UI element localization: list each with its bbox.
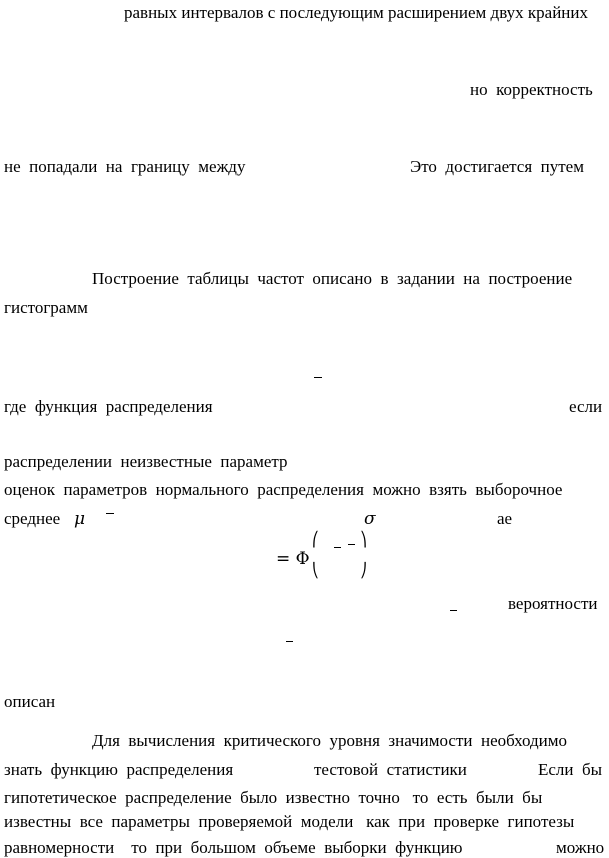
text-line-13-right: Если бы	[538, 760, 603, 779]
text-line-14: гипотетическое распределение было известно точно то есть были бы	[4, 788, 543, 807]
text-line-16-right: можно	[556, 838, 605, 857]
overbar-mark-2	[450, 610, 457, 611]
phi-formula: = Φ	[276, 549, 310, 569]
text-line-1: равных интервалов с последующим расширением двух крайних	[124, 3, 588, 22]
text-line-15: известны все параметры проверяемой модели как при проверке гипотезы	[4, 812, 575, 831]
formula-paren-top-left: ⎛	[312, 532, 319, 548]
text-line-3-left: не попадали на границу между	[4, 157, 246, 176]
text-line-12: Для вычисления критического уровня значимости необходимо	[92, 731, 568, 750]
mu-symbol: μ	[74, 509, 86, 529]
formula-paren-bottom-right: ⎠	[360, 563, 367, 579]
overbar-mu	[106, 513, 114, 514]
text-line-6-left: где функция распределения	[4, 397, 213, 416]
text-line-9-right: ае	[497, 509, 513, 528]
formula-paren-top-right: ⎞	[360, 532, 367, 548]
text-line-5: гистограмм	[4, 298, 88, 317]
text-line-2: но корректность	[470, 80, 593, 99]
text-line-13-mid: тестовой статистики	[314, 760, 467, 779]
sigma-symbol: σ	[364, 509, 376, 529]
text-line-10: вероятности	[508, 594, 598, 613]
text-line-16-left: равномерности то при большом объеме выборки функцию	[4, 838, 463, 857]
formula-paren-bottom-left: ⎝	[312, 563, 319, 579]
text-line-6-right: если	[569, 397, 603, 416]
text-line-8: оценок параметров нормального распределения можно взять выборочное	[4, 480, 563, 499]
formula-bar-1	[334, 547, 341, 548]
text-line-9-left: среднее	[4, 509, 61, 528]
text-line-4: Построение таблицы частот описано в задании на построение	[92, 269, 573, 288]
text-line-13-left: знать функцию распределения	[4, 760, 234, 779]
formula-bar-2	[348, 544, 355, 545]
overbar-mark	[314, 377, 322, 378]
text-line-11: описан	[4, 692, 56, 711]
text-line-3-right: Это достигается путем	[410, 157, 584, 176]
overbar-mark-3	[286, 641, 293, 642]
text-line-7: распределении неизвестные параметр	[4, 452, 288, 471]
